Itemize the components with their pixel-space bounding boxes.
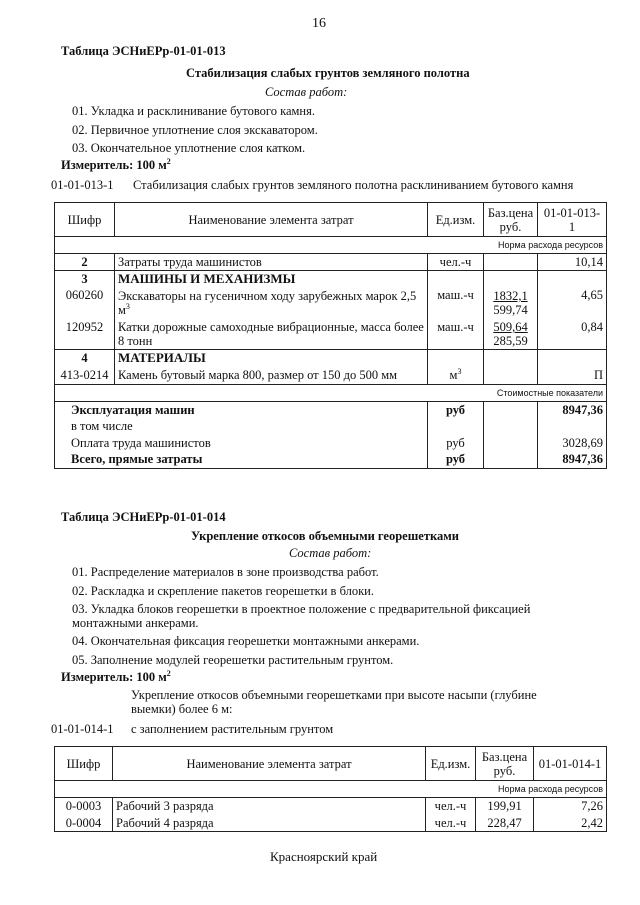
table-row [55, 418, 607, 434]
page-number: 16 [312, 16, 326, 31]
row-name: Затраты труда машинистов [115, 254, 428, 271]
table-row [55, 815, 607, 832]
table1-cost-note-row [55, 384, 607, 401]
row-unit-text: м [449, 367, 458, 382]
table1 [54, 202, 607, 469]
row-name: МАШИНЫ И МЕХАНИЗМЫ [115, 271, 428, 288]
table1-subtitle: Стабилизация слабых грунтов земляного полотна [186, 66, 470, 80]
table1-item-code: 01-01-013-1 [51, 178, 114, 192]
table1-header-unit: Ед.изм. [428, 203, 484, 237]
table2-work-2: 02. Раскладка и скрепление пакетов георешетки в блоки. [72, 584, 374, 598]
table2-header-row [55, 747, 607, 781]
cost-name: Всего, прямые затраты [55, 451, 428, 468]
table2-group-desc-1: Укрепление откосов объемными георешетками при высоте насыпи (глубине [131, 688, 537, 702]
row-price: 199,91 [476, 798, 534, 815]
row-name: Камень бутовый марка 800, размер от 150 до 500 мм [115, 366, 428, 384]
table1-cost-note: Стоимостные показатели [55, 384, 607, 401]
row-value: 0,84 [538, 319, 607, 350]
table2-header-col: 01-01-014-1 [534, 747, 607, 781]
table1-norm-row [55, 237, 607, 254]
table2-measure-label: Измеритель: 100 м [61, 670, 167, 684]
row-value: 7,26 [534, 798, 607, 815]
table2-measure [61, 670, 171, 685]
row-unit: маш.-ч [428, 319, 484, 350]
cost-unit: руб [428, 434, 484, 451]
table2-work-5: 05. Заполнение модулей георешетки растительным грунтом. [72, 653, 394, 667]
row-price: 228,47 [476, 815, 534, 832]
table1-work-1: 01. Укладка и расклинивание бутового камня. [72, 104, 315, 118]
table-row [55, 319, 607, 350]
row-unit [428, 366, 484, 384]
cost-unit: руб [428, 451, 484, 468]
table-row [55, 366, 607, 384]
row-unit [428, 350, 484, 367]
row-price-2: 599,74 [493, 303, 528, 317]
row-unit [428, 271, 484, 288]
cost-name: в том числе [55, 418, 428, 434]
cost-value: 8947,36 [538, 451, 607, 468]
row-value [538, 271, 607, 288]
table1-header-price: Баз.цена руб. [484, 203, 538, 237]
row-name-sup: 3 [125, 301, 130, 311]
row-name: Рабочий 4 разряда [113, 815, 426, 832]
row-name: Катки дорожные самоходные вибрационные, масса более 8 тонн [115, 319, 428, 350]
table2-work-1: 01. Распределение материалов в зоне производства работ. [72, 565, 379, 579]
row-code: 3 [55, 271, 115, 288]
row-value: П [538, 366, 607, 384]
table2-composition-label: Состав работ: [289, 546, 372, 560]
table1-header-col: 01-01-013-1 [538, 203, 607, 237]
cost-unit: руб [428, 401, 484, 418]
row-unit: чел.-ч [426, 798, 476, 815]
row-code: 4 [55, 350, 115, 367]
cost-name: Эксплуатация машин [55, 401, 428, 418]
row-price [484, 271, 538, 288]
cost-price [484, 418, 538, 434]
row-name: Рабочий 3 разряда [113, 798, 426, 815]
table2-norm-row [55, 781, 607, 798]
row-code: 060260 [55, 287, 115, 319]
table-row [55, 254, 607, 271]
row-price [484, 350, 538, 367]
row-value: 10,14 [538, 254, 607, 271]
table1-work-2: 02. Первичное уплотнение слоя экскаватором. [72, 123, 318, 137]
table1-work-3: 03. Окончательное уплотнение слоя катком. [72, 141, 306, 155]
row-unit: чел.-ч [426, 815, 476, 832]
table2 [54, 746, 607, 832]
row-price [484, 366, 538, 384]
row-price-1: 1832,1 [493, 289, 528, 303]
table2-measure-sup: 2 [166, 668, 171, 678]
page-footer: Красноярский край [270, 849, 378, 864]
table-row [55, 401, 607, 418]
table1-header-row [55, 203, 607, 237]
row-name: МАТЕРИАЛЫ [115, 350, 428, 367]
table1-measure-sup: 2 [166, 156, 171, 166]
table2-work-3-cont: монтажными анкерами. [72, 616, 199, 630]
row-code: 0-0003 [55, 798, 113, 815]
row-price [484, 287, 538, 319]
row-price-2: 285,59 [493, 334, 528, 348]
table1-header-name: Наименование элемента затрат [115, 203, 428, 237]
table2-item-code: 01-01-014-1 [51, 722, 114, 736]
table2-norm-note: Норма расхода ресурсов [55, 781, 607, 798]
cost-price [484, 401, 538, 418]
table2-header-name: Наименование элемента затрат [113, 747, 426, 781]
cost-price [484, 451, 538, 468]
table2-header-price: Баз.цена руб. [476, 747, 534, 781]
row-price [484, 254, 538, 271]
table1-title: Таблица ЭСНиЕРр-01-01-013 [61, 44, 226, 58]
table1-measure [61, 158, 171, 173]
cost-value: 8947,36 [538, 401, 607, 418]
table1-measure-label: Измеритель: 100 м [61, 158, 167, 172]
table-row [55, 798, 607, 815]
row-price [484, 319, 538, 350]
table1-norm-note: Норма расхода ресурсов [55, 237, 607, 254]
cost-value [538, 418, 607, 434]
table1-composition-label: Состав работ: [265, 85, 348, 99]
row-code: 120952 [55, 319, 115, 350]
table2-header-code: Шифр [55, 747, 113, 781]
table2-group-desc-2: выемки) более 6 м: [131, 702, 233, 716]
table-row [55, 434, 607, 451]
cost-unit [428, 418, 484, 434]
table-row [55, 350, 607, 367]
table-row [55, 271, 607, 288]
row-unit: маш.-ч [428, 287, 484, 319]
table2-item-name: с заполнением растительным грунтом [131, 722, 334, 736]
table2-subtitle: Укрепление откосов объемными георешетками [191, 529, 459, 543]
cost-value: 3028,69 [538, 434, 607, 451]
row-value [538, 350, 607, 367]
row-code: 413-0214 [55, 366, 115, 384]
row-unit-sup: 3 [457, 366, 462, 376]
table-row [55, 451, 607, 468]
row-price-1: 509,64 [493, 320, 528, 334]
table2-title: Таблица ЭСНиЕРр-01-01-014 [61, 510, 226, 524]
table2-header-unit: Ед.изм. [426, 747, 476, 781]
row-value: 4,65 [538, 287, 607, 319]
cost-name: Оплата труда машинистов [55, 434, 428, 451]
table2-work-4: 04. Окончательная фиксация георешетки монтажными анкерами. [72, 634, 420, 648]
row-name-text: Экскаваторы на гусеничном ходу зарубежных марок 2,5 м [118, 289, 417, 317]
table2-work-3: 03. Укладка блоков георешетки в проектное положение с предварительной фиксацией [72, 602, 531, 616]
row-code: 2 [55, 254, 115, 271]
row-name [115, 287, 428, 319]
row-unit: чел.-ч [428, 254, 484, 271]
row-code: 0-0004 [55, 815, 113, 832]
cost-price [484, 434, 538, 451]
table1-header-code: Шифр [55, 203, 115, 237]
table1-item-name: Стабилизация слабых грунтов земляного полотна расклиниванием бутового камня [133, 178, 574, 192]
row-value: 2,42 [534, 815, 607, 832]
table-row [55, 287, 607, 319]
